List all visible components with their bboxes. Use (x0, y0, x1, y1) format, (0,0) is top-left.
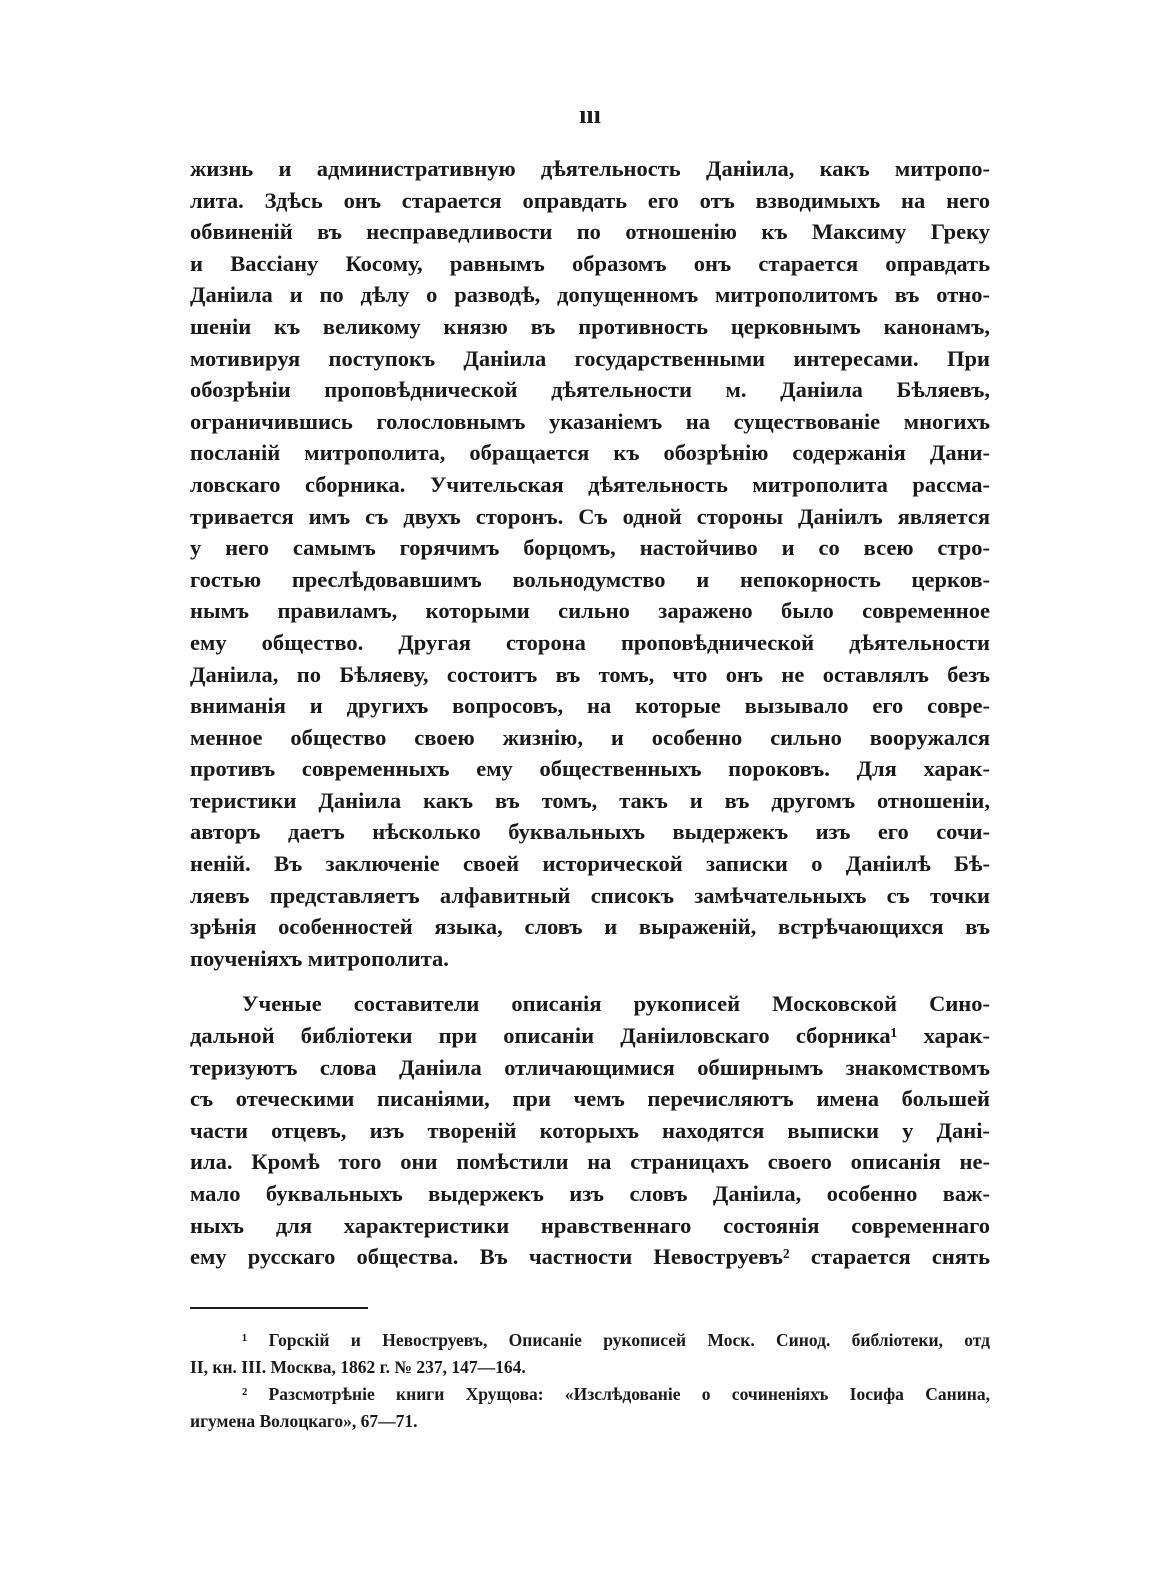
text-line: части отцевъ, изъ творенiй которыхъ находятся выписки у Данi- (190, 1117, 990, 1143)
text-line: посланiй митрополита, обращается къ обозрѣнiю содержанiя Дани- (190, 440, 990, 466)
text-line: Данiила и по дѣлу о разводѣ, допущенномъ митрополитомъ въ отно- (190, 282, 990, 308)
text-line: тривается имъ съ двухъ сторонъ. Съ одной стороны Данiилъ является (190, 503, 990, 529)
footnote-1-line: ¹ Горскiй и Невоструевъ, Описанiе рукописей Моск. Синод. библiотеки, отд (242, 1329, 990, 1350)
text-line: ограничившись голословнымъ указанiемъ на существованiе многихъ (190, 408, 990, 434)
book-page (190, 95, 990, 1435)
footnote-divider (190, 1307, 368, 1309)
text-line: и Вассiану Косому, равнымъ образомъ онъ старается оправдать (190, 250, 990, 276)
text-line: ему общество. Другая сторона проповѣднической дѣятельности (190, 629, 990, 655)
text-line: шенiи къ великому князю въ противность церковнымъ канонамъ, (190, 313, 990, 339)
text-line: Данiила, по Бѣляеву, состоитъ въ томъ, что онъ не оставлялъ безъ (190, 661, 990, 687)
text-line: лита. Здѣсь онъ старается оправдать его отъ взводимыхъ на него (190, 187, 990, 213)
text-line: нымъ правиламъ, которыми сильно заражено было современное (190, 598, 990, 624)
text-line: вниманiя и другихъ вопросовъ, на которые вызывало его совре- (190, 693, 990, 719)
text-line: теризуютъ слова Данiила отличающимися обширнымъ знакомствомъ (190, 1054, 990, 1080)
text-line: ила. Кромѣ того они помѣстили на страницахъ своего описанiя не- (190, 1149, 990, 1175)
text-line: зрѣнiя особенностей языка, словъ и выраженiй, встрѣчающихся въ (190, 914, 990, 940)
footnote-2-line: ² Разсмотрѣнiе книги Хрущова: «Изслѣдованiе о сочиненiяхъ Iосифа Санина, (242, 1383, 990, 1404)
page-number: ııı (579, 100, 601, 129)
text-line: жизнь и административную дѣятельность Данiила, какъ митропо- (190, 156, 990, 181)
text-line: ловскаго сборника. Учительская дѣятельность митрополита рассма- (190, 471, 990, 497)
text-line: авторъ даетъ нѣсколько буквальныхъ выдержекъ изъ его сочи- (190, 819, 990, 845)
text-line: дальной библiотеки при описанiи Данiиловскаго сборника¹ харак- (190, 1023, 990, 1049)
text-line: ему русскаго общества. Въ частности Невоструевъ² старается снять (190, 1244, 990, 1270)
paragraph-gap (190, 974, 990, 988)
footnotes (190, 1327, 990, 1435)
text-line: Ученые составители описанiя рукописей Московской Сино- (242, 991, 990, 1017)
text-line: теристики Данiила какъ въ томъ, такъ и въ другомъ отношенiи, (190, 787, 990, 813)
text-line: мотивируя поступокъ Данiила государственными интересами. При (190, 345, 990, 371)
footnote-1-line: II, кн. III. Москва, 1862 г. № 237, 147—164. (190, 1356, 526, 1377)
paragraph-2 (190, 988, 990, 1272)
text-line: ляевъ представляетъ алфавитный списокъ замѣчательныхъ съ точки (190, 882, 990, 908)
text-line: обозрѣнiи проповѣднической дѣятельности м. Данiила Бѣляевъ, (190, 377, 990, 403)
text-line: противъ современныхъ ему общественныхъ пороковъ. Для харак- (190, 756, 990, 782)
text-line: мало буквальныхъ выдержекъ изъ словъ Данiила, особенно важ- (190, 1181, 990, 1206)
text-line: ненiй. Въ заключенiе своей исторической записки о Данiилѣ Бѣ- (190, 851, 990, 877)
text-line: у него самымъ горячимъ борцомъ, настойчиво и со всею стро- (190, 535, 990, 561)
text-line: гостью преслѣдовавшимъ вольнодумство и непокорность церков- (190, 566, 990, 592)
main-text (190, 153, 990, 1273)
footnote-2-line: игумена Волоцкаго», 67—71. (190, 1410, 418, 1431)
text-line: обвиненiй въ несправедливости по отношенiю къ Максиму Греку (190, 219, 990, 245)
text-line: поученiяхъ митрополита. (190, 945, 449, 971)
text-line: съ отеческими писанiями, при чемъ перечисляютъ имена большей (190, 1086, 990, 1112)
paragraph-1 (190, 153, 990, 974)
text-line: ныхъ для характеристики нравственнаго состоянiя современнаго (190, 1212, 990, 1238)
text-line: менное общество своею жизнiю, и особенно сильно вооружался (190, 724, 990, 750)
